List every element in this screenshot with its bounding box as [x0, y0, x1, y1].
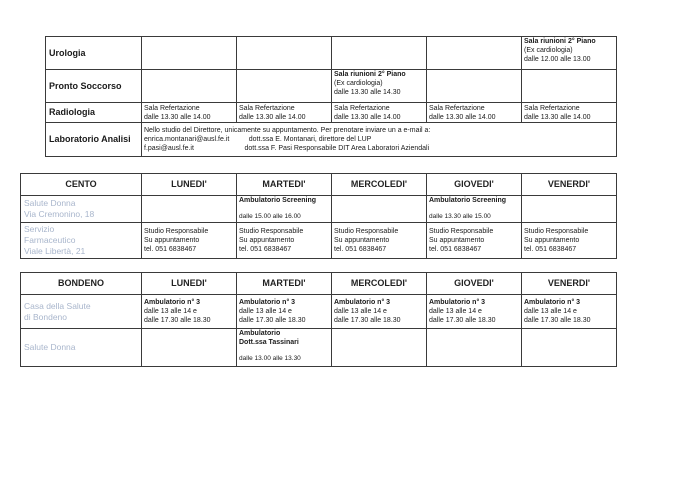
day-header-wednesday: MERCOLEDI' [332, 273, 427, 295]
table-row [46, 37, 617, 70]
location-label: Salute Donna [21, 329, 142, 367]
schedule-table-bondeno [20, 272, 617, 367]
day-header-friday: VENERDI' [522, 273, 617, 295]
dept-label: Urologia [46, 37, 142, 70]
schedule-table-cento [20, 173, 617, 259]
schedule-cell: Ambulatorio n° 3 dalle 13 alle 14 e dalle 17.30 alle 18.30 [142, 295, 237, 329]
schedule-cell: Sala Refertazione dalle 13.30 alle 14.00 [332, 103, 427, 123]
day-header-monday: LUNEDI' [142, 273, 237, 295]
schedule-cell: Studio Responsabile Su appuntamento tel. 051 6838467 [332, 223, 427, 259]
schedule-cell: Sala Refertazione dalle 13.30 alle 14.00 [427, 103, 522, 123]
day-header-thursday: GIOVEDI' [427, 273, 522, 295]
schedule-cell: Ambulatorio n° 3 dalle 13 alle 14 e dalle 17.30 alle 18.30 [237, 295, 332, 329]
dept-label: Pronto Soccorso [46, 70, 142, 103]
table-header-row [21, 174, 617, 196]
schedule-cell: Ambulatorio Screening dalle 15.00 alle 16.00 [237, 196, 332, 223]
schedule-cell: Ambulatorio n° 3 dalle 13 alle 14 e dalle 17.30 alle 18.30 [522, 295, 617, 329]
schedule-cell: Sala Refertazione dalle 13.30 alle 14.00 [522, 103, 617, 123]
schedule-cell: Ambulatorio n° 3 dalle 13 alle 14 e dalle 17.30 alle 18.30 [427, 295, 522, 329]
schedule-cell: Studio Responsabile Su appuntamento tel. 051 6838467 [237, 223, 332, 259]
location-header: CENTO [21, 174, 142, 196]
table-row [21, 223, 617, 259]
table-row [46, 103, 617, 123]
schedule-cell: Studio Responsabile Su appuntamento tel. 051 6838467 [427, 223, 522, 259]
dept-label: Laboratorio Analisi [46, 123, 142, 157]
table-header-row [21, 273, 617, 295]
location-header: BONDENO [21, 273, 142, 295]
location-label: Casa della Salute di Bondeno [21, 295, 142, 329]
day-header-friday: VENERDI' [522, 174, 617, 196]
table-row [46, 70, 617, 103]
table-row [21, 196, 617, 223]
dept-label: Radiologia [46, 103, 142, 123]
day-header-monday: LUNEDI' [142, 174, 237, 196]
table-row [21, 295, 617, 329]
schedule-cell: Studio Responsabile Su appuntamento tel. 051 6838467 [522, 223, 617, 259]
day-header-wednesday: MERCOLEDI' [332, 174, 427, 196]
schedule-cell: Ambulatorio Screening dalle 13.30 alle 15.00 [427, 196, 522, 223]
table-row [21, 329, 617, 367]
day-header-tuesday: MARTEDI' [237, 174, 332, 196]
schedule-cell: Studio Responsabile Su appuntamento tel. 051 6838467 [142, 223, 237, 259]
schedule-table-1 [45, 36, 617, 157]
table-row [46, 123, 617, 157]
location-label: Servizio Farmaceutico Viale Libertà, 21 [21, 223, 142, 259]
schedule-cell: Sala riunioni 2° Piano (Ex cardiologia) dalle 12.00 alle 13.00 [522, 37, 617, 70]
location-label: Salute Donna Via Cremonino, 18 [21, 196, 142, 223]
schedule-cell: Ambulatorio n° 3 dalle 13 alle 14 e dalle 17.30 alle 18.30 [332, 295, 427, 329]
note-cell: Nello studio del Direttore, unicamente su appuntamento. Per prenotare inviare un a e-mail a: enrica.montanari@ausl.fe.it dott.ssa E. Montanari, direttore del LUP f.pasi@ausl.fe.it dott.ssa F. Pasi Responsabile DIT Area Laboratori Aziendali [142, 123, 617, 157]
schedule-cell: Sala Refertazione dalle 13.30 alle 14.00 [142, 103, 237, 123]
schedule-cell: Ambulatorio Dott.ssa Tassinari dalle 13.00 alle 13.30 [237, 329, 332, 367]
day-header-thursday: GIOVEDI' [427, 174, 522, 196]
day-header-tuesday: MARTEDI' [237, 273, 332, 295]
schedule-cell: Sala riunioni 2° Piano (Ex cardiologia) dalle 13.30 alle 14.30 [332, 70, 427, 103]
schedule-cell: Sala Refertazione dalle 13.30 alle 14.00 [237, 103, 332, 123]
